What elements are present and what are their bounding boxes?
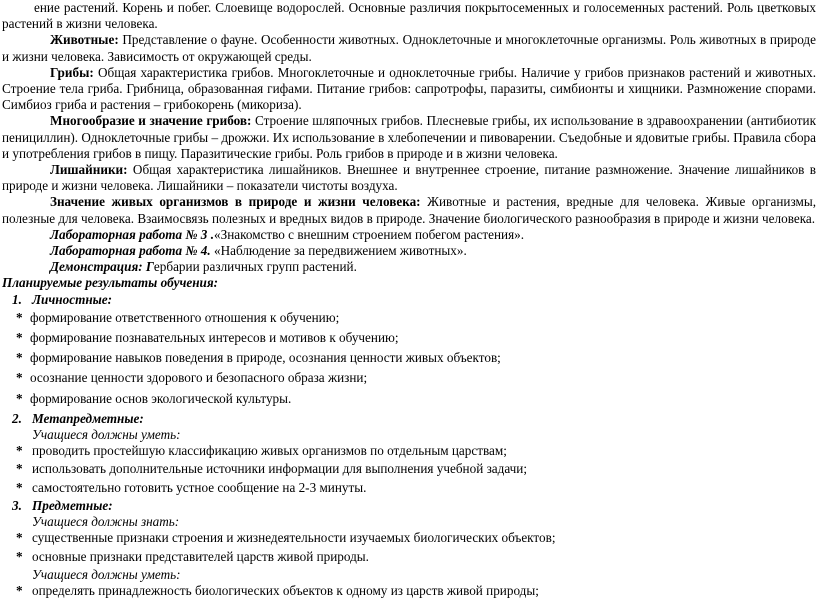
list-item: [2, 480, 816, 496]
section-number: 1.: [12, 291, 22, 307]
list-item-text: осознание ценности здорового и безопасного образа жизни;: [30, 370, 368, 386]
paragraph-label: Лишайники:: [50, 162, 128, 178]
bullet-icon: *: [16, 548, 23, 564]
lab-label: Лабораторная работа № 4.: [50, 243, 211, 259]
list-item-text: формирование познавательных интересов и мотивов к обучению;: [30, 330, 399, 346]
paragraph-text: Представление о фауне. Особенности животных. Одноклеточные и многоклеточные организмы. Роль животных в природе и жизни человека. Зависимость от окружающей среды.: [2, 32, 816, 64]
list-item-text: формирование основ экологической культуры.: [30, 390, 292, 406]
demonstration: [2, 259, 816, 275]
section-title: Предметные:: [32, 497, 113, 513]
lab-work-4: [2, 243, 816, 259]
lab-text: «Знакомство с внешним строением побегом растения».: [214, 226, 525, 242]
list-item: [2, 330, 816, 346]
paragraph-organisms-significance: [2, 194, 816, 226]
metasubject-results-list: [2, 443, 816, 496]
bullet-icon: *: [16, 582, 23, 598]
section-subtitle: Учащиеся должны уметь:: [32, 427, 181, 443]
section-title: Личностные:: [32, 291, 113, 307]
list-item: [2, 391, 816, 407]
paragraph-text: Общая характеристика лишайников. Внешнее и внутреннее строение, питание размножение. Значение лишайников в природе и жизни человека. Лишайники – показатели чистоты воздуха.: [2, 162, 816, 194]
subject-skills-list: [2, 583, 816, 599]
paragraph-fungi-diversity: [2, 113, 816, 162]
lab-label: Лабораторная работа № 3 .: [50, 226, 214, 242]
bullet-icon: *: [16, 479, 23, 495]
list-item-text: формирование навыков поведения в природе, осознания ценности живых объектов;: [30, 350, 501, 366]
paragraph-label: Многообразие и значение грибов:: [50, 113, 252, 129]
list-item-text: основные признаки представителей царств живой природы.: [32, 548, 369, 564]
bullet-icon: *: [16, 390, 23, 406]
section-metasubject: [12, 411, 816, 427]
lab-text: «Наблюдение за передвижением животных».: [210, 243, 467, 259]
results-heading: Планируемые результаты обучения:: [2, 275, 219, 291]
demo-text: ербарии различных групп растений.: [153, 259, 357, 275]
paragraph-label: Грибы:: [50, 64, 94, 80]
paragraph-text: ение растений. Корень и побег. Слоевище водорослей. Основные различия покрытосеменных и голосеменных растений. Роль цветковых растений в жизни человека.: [2, 0, 816, 32]
section-number: 2.: [12, 410, 22, 426]
list-item: [2, 350, 816, 366]
list-item: [2, 310, 816, 326]
paragraph-lichens: [2, 162, 816, 194]
paragraph-text: Животные и растения, вредные для человека. Живые организмы, полезные для человека. Взаимосвязь полезных и вредных видов в природе. Значение биологического разнообразия в природе и жизни человека.: [2, 194, 816, 226]
paragraph-text: Общая характеристика грибов. Многоклеточные и одноклеточные грибы. Наличие у грибов признаков растений и животных. Строение тела гриба. Грибница, образованная гифами. Питание грибов: сапротрофы, паразиты, симбионты и хищники. Размножение спорами. Симбиоз гриба и растения – грибокорень (микориза).: [2, 64, 816, 113]
list-item: [2, 530, 816, 546]
paragraph-fungi: [2, 65, 816, 114]
list-item: [2, 549, 816, 565]
list-item-text: определять принадлежность биологических объектов к одному из царств живой природы;: [32, 582, 539, 598]
list-item-text: формирование ответственного отношения к обучению;: [30, 309, 340, 325]
personal-results-list: [2, 310, 816, 407]
section-subtitle-2: Учащиеся должны уметь:: [32, 566, 181, 582]
section-number: 3.: [12, 497, 22, 513]
bullet-icon: *: [16, 350, 23, 366]
bullet-icon: *: [16, 461, 23, 477]
list-item: [2, 443, 816, 459]
section-subject: [12, 498, 816, 514]
list-item: [2, 461, 816, 477]
section-subtitle: Учащиеся должны знать:: [32, 514, 180, 530]
list-item-text: проводить простейшую классификацию живых организмов по отдельным царствам;: [32, 443, 507, 459]
demo-label: Демонстрация: Г: [50, 259, 154, 275]
bullet-icon: *: [16, 330, 23, 346]
section-personal: [12, 292, 816, 308]
paragraph-label: Значение живых организмов в природе и жизни человека:: [50, 194, 421, 210]
paragraph-text: Строение шляпочных грибов. Плесневые грибы, их использование в здравоохранении (антибиотик пенициллин). Одноклеточные грибы – дрожжи. Их использование в хлебопечении и пивоварении. Съедобные и ядовитые грибы. Правила сбора и употребления грибов в пищу. Паразитические грибы. Роль грибов в природе и в жизни человека.: [2, 113, 816, 161]
list-item-text: использовать дополнительные источники информации для выполнения учебной задачи;: [32, 461, 528, 477]
bullet-icon: *: [16, 370, 23, 386]
paragraph-animals: [2, 32, 816, 64]
paragraph-label: Животные:: [50, 32, 119, 48]
section-title: Метапредметные:: [32, 410, 144, 426]
list-item: [2, 370, 816, 386]
bullet-icon: *: [16, 530, 23, 546]
bullet-icon: *: [16, 309, 23, 325]
bullet-icon: *: [16, 443, 23, 459]
list-item-text: существенные признаки строения и жизнедеятельности изучаемых биологических объектов;: [32, 530, 556, 546]
subject-know-list: [2, 530, 816, 564]
lab-work-3: [2, 227, 816, 243]
paragraph-plants-end: [2, 0, 816, 32]
list-item: [2, 583, 816, 599]
list-item-text: самостоятельно готовить устное сообщение на 2-3 минуты.: [32, 479, 367, 495]
